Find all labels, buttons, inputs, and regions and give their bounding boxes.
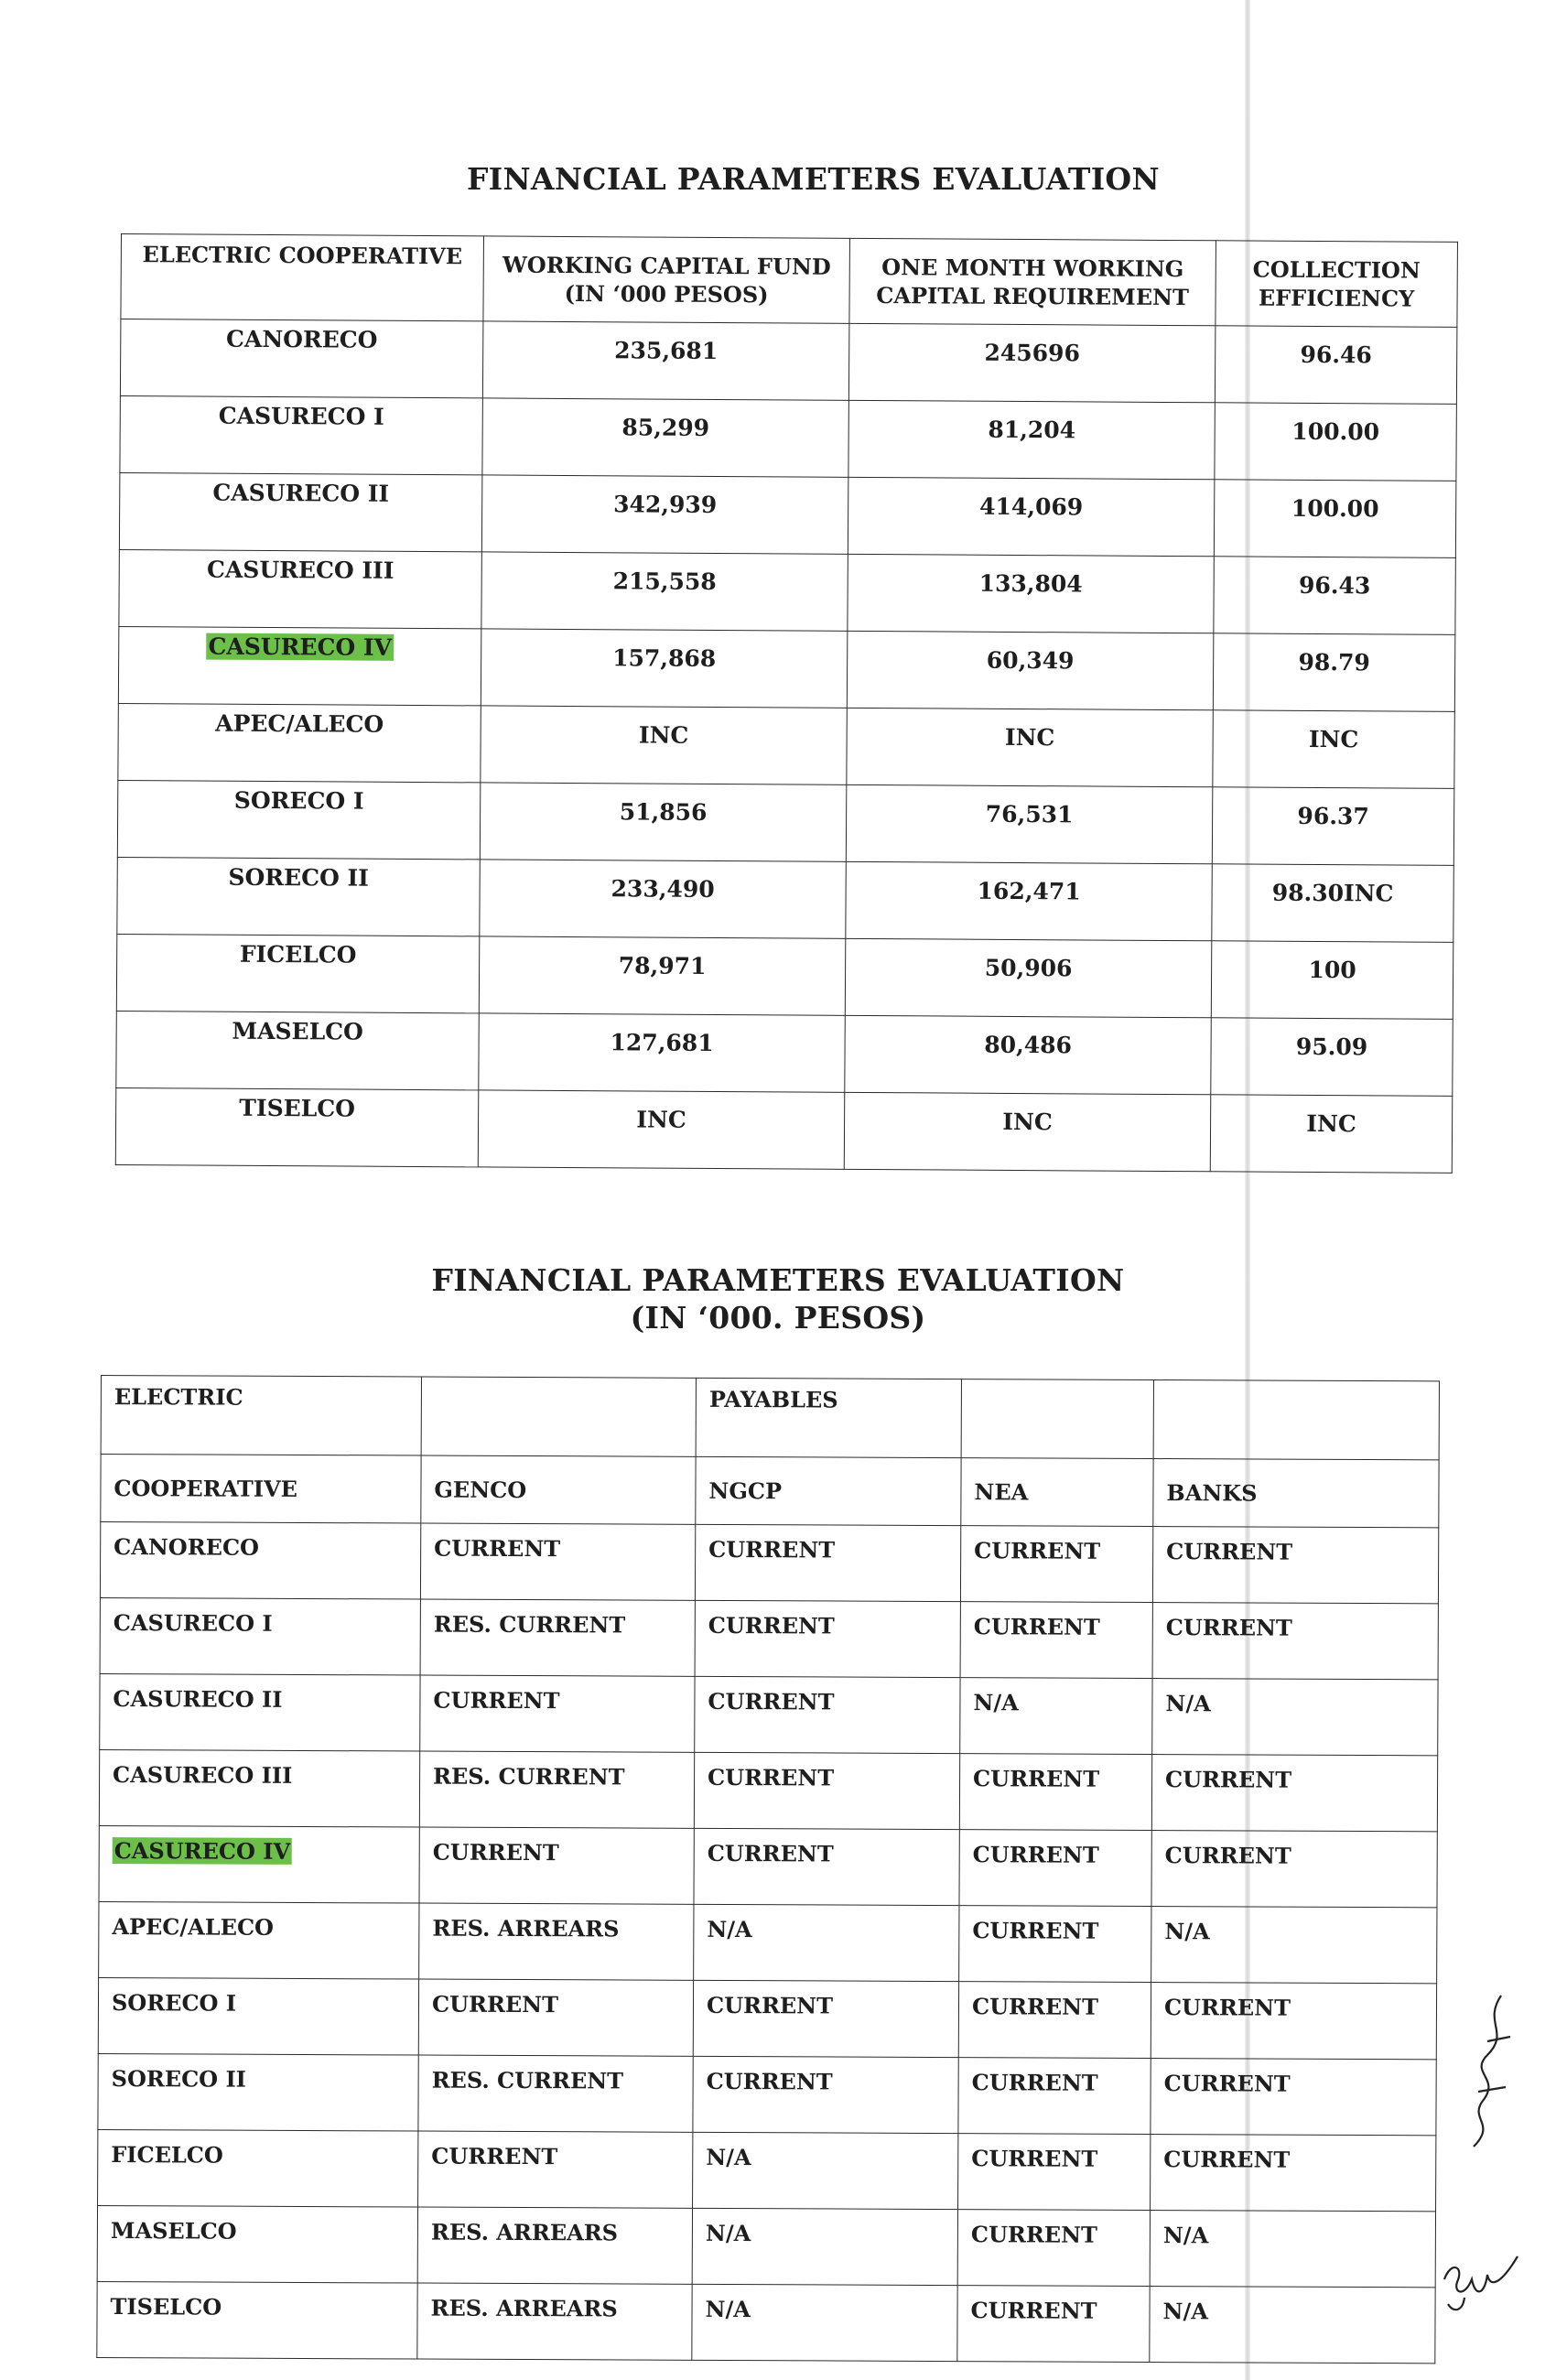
cell-ngcp: CURRENT bbox=[695, 1600, 960, 1677]
cell-genco: RES. ARREARS bbox=[419, 1903, 694, 1980]
cell-working-capital-fund: INC bbox=[481, 706, 848, 784]
cell-collection-efficiency: INC bbox=[1213, 710, 1455, 789]
cell-genco: CURRENT bbox=[420, 1675, 695, 1752]
cell-cooperative: SORECO II bbox=[117, 857, 481, 936]
cell-one-month-requirement: 76,531 bbox=[846, 784, 1213, 863]
cell-working-capital-fund: 78,971 bbox=[479, 936, 846, 1015]
table2-row bbox=[100, 1673, 1438, 1755]
cell-genco: CURRENT bbox=[418, 2131, 693, 2208]
cell-cooperative: SORECO I bbox=[117, 780, 481, 859]
cell-banks: N/A bbox=[1151, 1907, 1437, 1984]
cell-cooperative: CANORECO bbox=[120, 319, 483, 398]
cell-cooperative: CASURECO III bbox=[119, 549, 482, 628]
cell-one-month-requirement: 81,204 bbox=[848, 400, 1216, 479]
table2-row bbox=[98, 2053, 1436, 2135]
cell-genco: CURRENT bbox=[418, 1979, 693, 2056]
cell-genco: RES. CURRENT bbox=[420, 1599, 695, 1676]
cell-one-month-requirement: 245696 bbox=[848, 323, 1216, 402]
cell-collection-efficiency: 100.00 bbox=[1214, 480, 1456, 558]
table1-row bbox=[116, 934, 1453, 1019]
cell-working-capital-fund: 342,939 bbox=[481, 475, 848, 554]
cell-banks: N/A bbox=[1150, 2211, 1435, 2288]
table1-row bbox=[120, 395, 1456, 481]
signature-mark-2 bbox=[1437, 2247, 1524, 2320]
cell-working-capital-fund: 233,490 bbox=[480, 860, 847, 938]
cell-one-month-requirement: INC bbox=[847, 708, 1214, 786]
cell-working-capital-fund: 157,868 bbox=[481, 629, 848, 708]
table2-row bbox=[98, 2129, 1436, 2211]
cell-banks: CURRENT bbox=[1151, 1755, 1437, 1832]
signature-mark-1 bbox=[1446, 1986, 1529, 2160]
cell-banks: CURRENT bbox=[1151, 1831, 1437, 1908]
cell-ngcp: CURRENT bbox=[694, 1752, 959, 1829]
header-nea: NEA bbox=[961, 1458, 1153, 1527]
section1-title: FINANCIAL PARAMETERS EVALUATION bbox=[467, 161, 1160, 197]
cell-cooperative: CANORECO bbox=[100, 1522, 420, 1600]
cell-banks: CURRENT bbox=[1152, 1603, 1438, 1680]
cell-banks: CURRENT bbox=[1151, 2135, 1436, 2212]
cell-collection-efficiency: INC bbox=[1210, 1095, 1453, 1174]
cell-ngcp: N/A bbox=[694, 1904, 959, 1981]
cell-genco: RES. ARREARS bbox=[417, 2207, 692, 2284]
header-blank bbox=[961, 1379, 1153, 1459]
cell-ngcp: N/A bbox=[692, 2284, 957, 2361]
cell-genco: RES. CURRENT bbox=[418, 2055, 693, 2132]
table1-row bbox=[120, 319, 1456, 405]
cell-working-capital-fund: 51,856 bbox=[480, 783, 847, 861]
cell-cooperative: MASELCO bbox=[116, 1011, 480, 1089]
header-electric-cooperative: ELECTRIC COOPERATIVE bbox=[121, 234, 484, 321]
cell-one-month-requirement: 50,906 bbox=[845, 938, 1212, 1017]
cell-cooperative: FICELCO bbox=[98, 2129, 418, 2207]
header-banks: BANKS bbox=[1153, 1459, 1439, 1528]
cell-nea: CURRENT bbox=[959, 1754, 1151, 1831]
cell-collection-efficiency: 96.37 bbox=[1212, 787, 1454, 866]
section2-title-line2: (IN ‘000. PESOS) bbox=[630, 1300, 926, 1336]
header-cooperative: COOPERATIVE bbox=[101, 1455, 421, 1524]
cell-one-month-requirement: 133,804 bbox=[848, 554, 1215, 633]
cell-cooperative: TISELCO bbox=[97, 2281, 417, 2359]
cell-one-month-requirement: 60,349 bbox=[847, 631, 1214, 709]
cell-cooperative: SORECO I bbox=[98, 1977, 418, 2055]
table2-row bbox=[99, 1901, 1437, 1983]
header-electric: ELECTRIC bbox=[101, 1376, 421, 1456]
cell-working-capital-fund: 235,681 bbox=[482, 321, 849, 400]
cell-cooperative: CASURECO I bbox=[120, 395, 483, 474]
cell-collection-efficiency: 96.43 bbox=[1214, 557, 1456, 635]
cell-cooperative: APEC/ALECO bbox=[99, 1901, 419, 1979]
cell-genco: RES. ARREARS bbox=[417, 2283, 692, 2360]
cell-working-capital-fund: 215,558 bbox=[481, 552, 848, 631]
cell-cooperative: CASURECO II bbox=[119, 472, 482, 551]
table1-row bbox=[119, 472, 1455, 557]
cell-cooperative: MASELCO bbox=[97, 2205, 417, 2283]
header-one-month-requirement: ONE MONTH WORKING CAPITAL REQUIREMENT bbox=[849, 238, 1216, 325]
table1-row bbox=[117, 857, 1453, 942]
table2-row bbox=[99, 1825, 1437, 1907]
cell-one-month-requirement: 162,471 bbox=[846, 861, 1213, 940]
cell-collection-efficiency: 98.30INC bbox=[1212, 864, 1454, 943]
cell-one-month-requirement: INC bbox=[844, 1092, 1211, 1171]
cell-collection-efficiency: 95.09 bbox=[1211, 1018, 1453, 1097]
cell-ngcp: CURRENT bbox=[693, 2056, 958, 2133]
section2-title-line1: FINANCIAL PARAMETERS EVALUATION bbox=[431, 1262, 1125, 1298]
table2-header-row-1 bbox=[101, 1376, 1439, 1460]
cell-cooperative: CASURECO III bbox=[99, 1749, 419, 1827]
table1-row bbox=[119, 549, 1455, 634]
cell-collection-efficiency: 96.46 bbox=[1215, 326, 1457, 405]
cell-nea: CURRENT bbox=[960, 1526, 1152, 1603]
cell-collection-efficiency: 100 bbox=[1211, 941, 1453, 1020]
cell-banks: CURRENT bbox=[1151, 1983, 1436, 2060]
cell-nea: CURRENT bbox=[958, 2058, 1151, 2135]
header-collection-efficiency: COLLECTION EFFICIENCY bbox=[1216, 241, 1458, 328]
cell-genco: CURRENT bbox=[419, 1827, 694, 1904]
cell-ngcp: N/A bbox=[692, 2208, 957, 2285]
cell-cooperative: CASURECO I bbox=[100, 1597, 420, 1675]
table1-row bbox=[116, 1011, 1453, 1096]
cell-banks: CURRENT bbox=[1151, 2059, 1436, 2136]
table1-header-row bbox=[121, 234, 1458, 328]
cell-cooperative: TISELCO bbox=[115, 1087, 479, 1166]
table1-row bbox=[118, 626, 1454, 711]
cell-nea: CURRENT bbox=[959, 1906, 1151, 1983]
cell-working-capital-fund: 127,681 bbox=[479, 1013, 846, 1092]
cell-ngcp: N/A bbox=[693, 2132, 958, 2209]
cell-ngcp: CURRENT bbox=[695, 1524, 960, 1601]
cell-collection-efficiency: 100.00 bbox=[1215, 403, 1457, 481]
table1-row bbox=[118, 703, 1454, 788]
cell-nea: CURRENT bbox=[957, 2286, 1150, 2363]
table2-header-row-2 bbox=[101, 1455, 1439, 1528]
table2-row bbox=[97, 2205, 1435, 2287]
cell-working-capital-fund: 85,299 bbox=[482, 398, 849, 477]
cell-collection-efficiency: 98.79 bbox=[1213, 633, 1455, 712]
header-genco: GENCO bbox=[421, 1455, 696, 1524]
cell-nea: CURRENT bbox=[958, 2134, 1151, 2211]
cell-one-month-requirement: 414,069 bbox=[848, 477, 1215, 556]
cell-banks: N/A bbox=[1152, 1679, 1438, 1756]
header-blank bbox=[1153, 1380, 1439, 1460]
table2-row bbox=[98, 1977, 1436, 2059]
section2-title bbox=[0, 1261, 1556, 1337]
table2-row bbox=[99, 1749, 1437, 1831]
table1-row bbox=[117, 780, 1453, 865]
cell-nea: CURRENT bbox=[960, 1602, 1152, 1679]
cell-nea: CURRENT bbox=[957, 2210, 1150, 2287]
cell-ngcp: CURRENT bbox=[693, 1980, 958, 2057]
cell-cooperative: SORECO II bbox=[98, 2053, 418, 2131]
header-working-capital-fund: WORKING CAPITAL FUND (IN ‘000 PESOS) bbox=[483, 236, 850, 323]
cell-working-capital-fund: INC bbox=[478, 1090, 845, 1169]
table1-row bbox=[115, 1087, 1452, 1173]
header-payables: PAYABLES bbox=[696, 1378, 961, 1457]
cell-nea: CURRENT bbox=[959, 1830, 1151, 1907]
cell-nea: CURRENT bbox=[958, 1982, 1151, 2059]
payables-table bbox=[96, 1375, 1440, 2364]
cell-one-month-requirement: 80,486 bbox=[845, 1015, 1212, 1094]
header-ngcp: NGCP bbox=[696, 1456, 961, 1525]
cell-genco: RES. CURRENT bbox=[419, 1751, 694, 1828]
working-capital-table bbox=[115, 233, 1458, 1174]
cell-genco: CURRENT bbox=[420, 1523, 695, 1600]
table2-row bbox=[97, 2281, 1435, 2363]
cell-cooperative: CASURECO IV bbox=[99, 1825, 419, 1903]
cell-cooperative: CASURECO IV bbox=[118, 626, 481, 705]
cell-cooperative: CASURECO II bbox=[100, 1673, 420, 1751]
table2-row bbox=[100, 1522, 1438, 1604]
table2-row bbox=[100, 1597, 1438, 1679]
cell-cooperative: APEC/ALECO bbox=[118, 703, 481, 782]
cell-banks: CURRENT bbox=[1152, 1527, 1438, 1604]
header-blank bbox=[421, 1377, 696, 1456]
cell-banks: N/A bbox=[1150, 2287, 1435, 2364]
cell-cooperative: FICELCO bbox=[116, 934, 480, 1012]
cell-ngcp: CURRENT bbox=[694, 1828, 959, 1905]
cell-nea: N/A bbox=[960, 1678, 1152, 1755]
cell-ngcp: CURRENT bbox=[695, 1676, 960, 1753]
